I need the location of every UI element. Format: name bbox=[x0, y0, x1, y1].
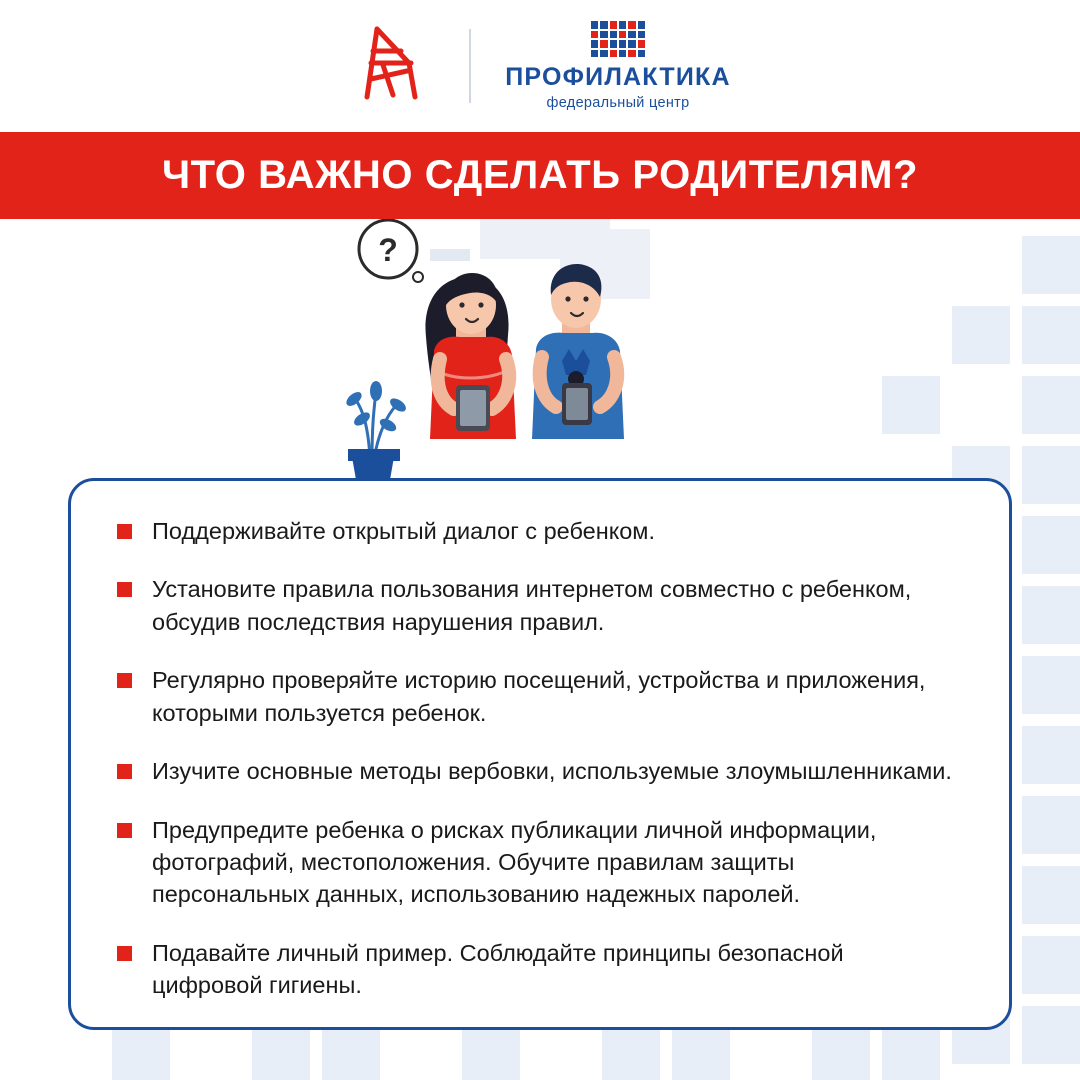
list-item bbox=[117, 755, 963, 787]
list-item bbox=[117, 515, 963, 547]
list-item bbox=[117, 814, 963, 911]
brand-name: ПРОФИЛАКТИКА bbox=[505, 63, 731, 92]
bullet-square-icon bbox=[117, 946, 132, 961]
bullet-square-icon bbox=[117, 764, 132, 779]
title-bar bbox=[0, 132, 1080, 219]
chair-logo-icon bbox=[349, 23, 435, 110]
list-item bbox=[117, 664, 963, 729]
list-item-text: Регулярно проверяйте историю посещений, устройства и приложения, которыми пользуется ребенок. bbox=[152, 667, 926, 726]
header-divider bbox=[469, 29, 471, 103]
brand-grid-icon bbox=[591, 21, 645, 57]
page-title: ЧТО ВАЖНО СДЕЛАТЬ РОДИТЕЛЯМ? bbox=[161, 153, 919, 197]
parents-with-smartphones-illustration bbox=[330, 219, 750, 519]
bullet-square-icon bbox=[117, 673, 132, 688]
list-item bbox=[117, 573, 963, 638]
svg-text:?: ? bbox=[378, 232, 398, 268]
list-item-text: Изучите основные методы вербовки, используемые злоумышленниками. bbox=[152, 758, 952, 785]
brand-block bbox=[505, 21, 731, 111]
bullet-square-icon bbox=[117, 524, 132, 539]
list-item-text: Поддерживайте открытый диалог с ребенком. bbox=[152, 518, 655, 544]
bullet-square-icon bbox=[117, 823, 132, 838]
bullet-square-icon bbox=[117, 582, 132, 597]
list-item-text: Установите правила пользования интернетом совместно с ребенком, обсудив последствия нарушения правил. bbox=[152, 576, 912, 635]
header bbox=[0, 0, 1080, 132]
list-item bbox=[117, 937, 963, 1002]
recommendations-card bbox=[68, 478, 1012, 1030]
brand-subtitle: федеральный центр bbox=[546, 95, 690, 112]
list-item-text: Предупредите ребенка о рисках публикации личной информации, фотографий, местоположения. Обучите правилам защиты персональных данных, использованию надежных паролей. bbox=[152, 816, 877, 908]
list-item-text: Подавайте личный пример. Соблюдайте принципы безопасной цифровой гигиены. bbox=[152, 939, 844, 999]
